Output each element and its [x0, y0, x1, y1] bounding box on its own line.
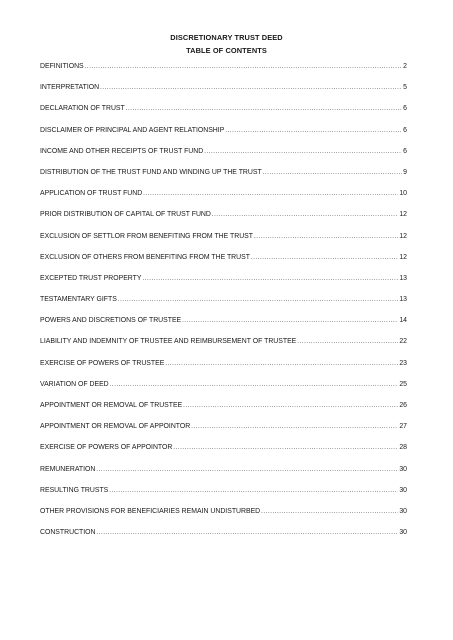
- toc-dot-leader: [143, 191, 398, 197]
- toc-entry-page-number: 12: [399, 232, 407, 240]
- toc-dot-leader: [212, 212, 398, 218]
- toc-entry[interactable]: [40, 487, 407, 508]
- toc-entry[interactable]: [40, 381, 407, 402]
- toc-entry-title: EXCLUSION OF OTHERS FROM BENEFITING FROM THE TRUST: [40, 253, 250, 261]
- toc-entry-title: OTHER PROVISIONS FOR BENEFICIARIES REMAIN UNDISTURBED: [40, 507, 261, 515]
- toc-entry-page-number: 5: [403, 84, 407, 92]
- toc-entry[interactable]: [40, 211, 407, 232]
- toc-entry-title: PRIOR DISTRIBUTION OF CAPITAL OF TRUST FUND: [40, 211, 211, 219]
- toc-entry[interactable]: [40, 508, 407, 529]
- toc-entry[interactable]: [40, 317, 407, 338]
- toc-dot-leader: [85, 64, 403, 70]
- toc-entry[interactable]: [40, 402, 407, 423]
- toc-entry-title: EXERCISE OF POWERS OF APPOINTOR: [40, 444, 173, 452]
- toc-entry-title: APPOINTMENT OR REMOVAL OF APPOINTOR: [40, 423, 191, 431]
- toc-entry[interactable]: [40, 127, 407, 148]
- toc-dot-leader: [126, 106, 402, 112]
- toc-dot-leader: [263, 170, 402, 176]
- toc-dot-leader: [191, 424, 398, 430]
- toc-entry-page-number: 6: [403, 105, 407, 113]
- toc-entry-page-number: 9: [403, 168, 407, 176]
- toc-entry-page-number: 30: [399, 486, 407, 494]
- toc-entry-page-number: 6: [403, 126, 407, 134]
- toc-dot-leader: [109, 488, 398, 494]
- toc-entry[interactable]: [40, 338, 407, 359]
- toc-entry[interactable]: [40, 466, 407, 487]
- toc-entry-page-number: 23: [399, 359, 407, 367]
- toc-entry-page-number: 13: [399, 274, 407, 282]
- toc-dot-leader: [251, 255, 398, 261]
- toc-entry-title: TESTAMENTARY GIFTS: [40, 296, 117, 304]
- toc-entry[interactable]: [40, 63, 407, 84]
- toc-entry-title: APPOINTMENT OR REMOVAL OF TRUSTEE: [40, 402, 183, 409]
- toc-entry-title: EXERCISE OF POWERS OF TRUSTEE: [40, 359, 165, 367]
- toc-dot-leader: [173, 445, 398, 451]
- toc-entry-page-number: 10: [399, 190, 407, 198]
- toc-entry[interactable]: [40, 444, 407, 465]
- toc-heading: TABLE OF CONTENTS: [186, 46, 267, 55]
- toc-entry[interactable]: [40, 169, 407, 190]
- toc-entry-page-number: 28: [399, 444, 407, 452]
- toc-dot-leader: [110, 382, 399, 388]
- toc-entry[interactable]: [40, 360, 407, 381]
- toc-entry[interactable]: [40, 423, 407, 444]
- toc-dot-leader: [118, 297, 399, 303]
- toc-entry-title: LIABILITY AND INDEMNITY OF TRUSTEE AND REIMBURSEMENT OF TRUSTEE: [40, 338, 297, 346]
- toc-entry-page-number: 6: [403, 147, 407, 155]
- toc-entry[interactable]: [40, 296, 407, 317]
- toc-entry-title: EXCEPTED TRUST PROPERTY: [40, 274, 142, 282]
- toc-dot-leader: [254, 234, 398, 240]
- toc-entry[interactable]: [40, 529, 407, 550]
- toc-entry-title: APPLICATION OF TRUST FUND: [40, 190, 143, 198]
- toc-dot-leader: [297, 339, 398, 345]
- toc-dot-leader: [142, 276, 398, 282]
- toc-entry-page-number: 30: [399, 465, 407, 473]
- toc-entry-page-number: 22: [399, 338, 407, 346]
- toc-entry[interactable]: [40, 190, 407, 211]
- toc-entry-page-number: 30: [399, 507, 407, 515]
- toc-dot-leader: [97, 530, 399, 536]
- toc-entry-title: VARIATION OF DEED: [40, 380, 109, 388]
- toc-entry-title: POWERS AND DISCRETIONS OF TRUSTEE: [40, 317, 182, 325]
- toc-entry-title: RESULTING TRUSTS: [40, 486, 109, 494]
- toc-entry[interactable]: [40, 84, 407, 105]
- toc-dot-leader: [183, 403, 398, 409]
- toc-entry[interactable]: [40, 233, 407, 254]
- toc-dot-leader: [204, 149, 402, 155]
- toc-entry-page-number: 14: [399, 317, 407, 325]
- toc-entry-page-number: 2: [403, 63, 407, 70]
- toc-entry[interactable]: [40, 275, 407, 296]
- toc-entry-title: INCOME AND OTHER RECEIPTS OF TRUST FUND: [40, 147, 204, 155]
- toc-entry-page-number: 25: [399, 380, 407, 388]
- toc-entry-page-number: 30: [399, 529, 407, 537]
- toc-entry-page-number: 13: [399, 296, 407, 304]
- toc-entry[interactable]: [40, 105, 407, 126]
- toc-dot-leader: [225, 128, 402, 134]
- toc-dot-leader: [182, 318, 398, 324]
- toc-entry-page-number: 12: [399, 253, 407, 261]
- toc-entry-page-number: 26: [399, 402, 407, 409]
- toc-entry-title: CONSTRUCTION: [40, 529, 96, 537]
- toc-dot-leader: [100, 85, 402, 91]
- toc-entry-page-number: 27: [399, 423, 407, 431]
- toc-entry-title: REMUNERATION: [40, 465, 96, 473]
- toc-dot-leader: [261, 509, 398, 515]
- toc-entry-page-number: 12: [399, 211, 407, 219]
- document-title: DISCRETIONARY TRUST DEED: [170, 33, 283, 42]
- table-of-contents: [40, 63, 407, 550]
- toc-entry-title: DISTRIBUTION OF THE TRUST FUND AND WINDING UP THE TRUST: [40, 168, 262, 176]
- toc-dot-leader: [165, 361, 398, 367]
- toc-entry-title: DISCLAIMER OF PRINCIPAL AND AGENT RELATIONSHIP: [40, 126, 225, 134]
- toc-entry[interactable]: [40, 254, 407, 275]
- toc-entry[interactable]: [40, 148, 407, 169]
- toc-dot-leader: [96, 467, 398, 473]
- toc-entry-title: EXCLUSION OF SETTLOR FROM BENEFITING FROM THE TRUST: [40, 232, 253, 240]
- toc-entry-title: INTERPRETATION: [40, 84, 100, 92]
- toc-entry-title: DECLARATION OF TRUST: [40, 105, 125, 113]
- toc-entry-title: DEFINITIONS: [40, 63, 84, 70]
